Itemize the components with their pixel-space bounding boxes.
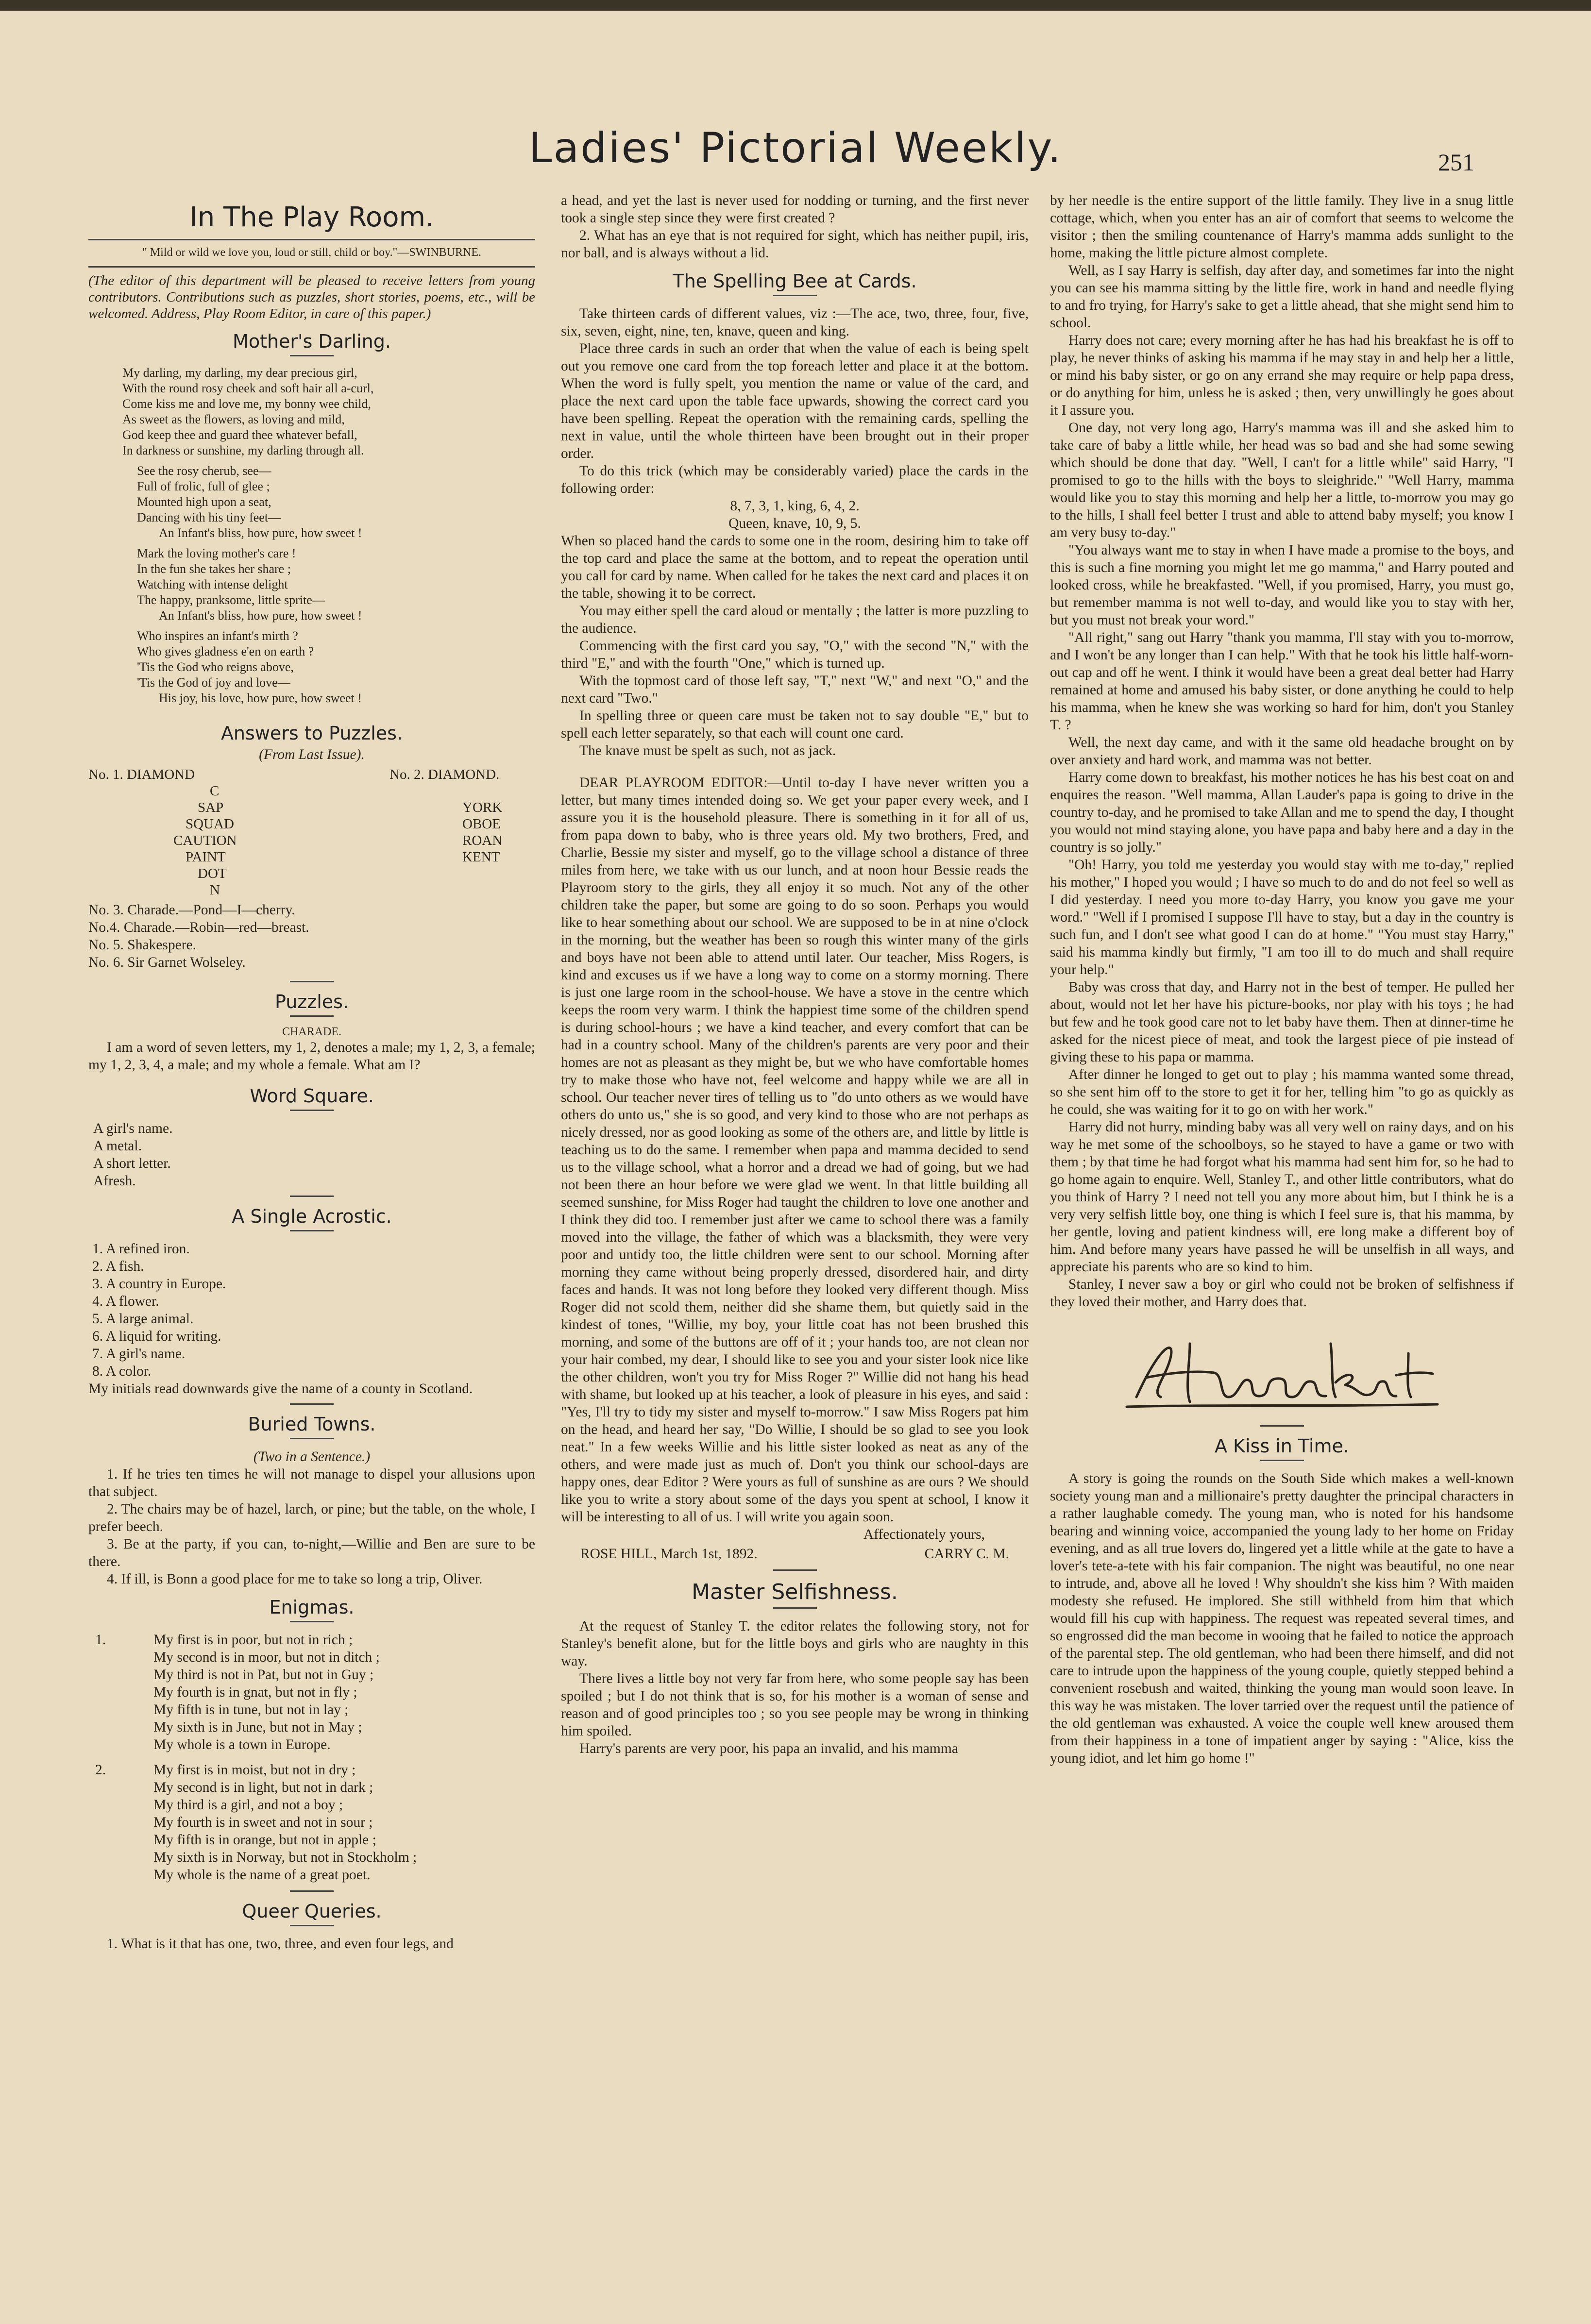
enigmas-title: Enigmas.: [269, 1597, 355, 1618]
queer-queries-title: Queer Queries.: [242, 1901, 382, 1922]
spelling-bee-body: [561, 305, 1029, 759]
card-order: 8, 7, 3, 1, king, 6, 4, 2.: [730, 498, 860, 514]
enigma-2: [88, 1761, 535, 1884]
divider: [1260, 1425, 1304, 1427]
divider: [290, 1015, 334, 1017]
epigraph: " Mild or wild we love you, loud or still, child or boy."—SWINBURNE.: [142, 246, 481, 259]
author-signature: [1050, 1324, 1514, 1416]
divider: [290, 1403, 334, 1405]
diamond-label: No. 2. DIAMOND.: [389, 767, 500, 782]
diamond-word: ROAN: [462, 833, 503, 848]
paragraph: Take thirteen cards of different values, viz :—The ace, two, three, four, five, six, seven, eight, nine, ten, knave, queen and king.: [561, 306, 1029, 339]
poem-line: An Infant's bliss, how pure, how sweet !: [159, 526, 362, 540]
column-3: [1050, 192, 1514, 1767]
diamond-word: CAUTION: [173, 833, 237, 848]
paragraph: Place three cards in such an order that when the value of each is being spelt out you remove one card from the top foreach letter and place it at the bottom. When the word is fully spelt, you mention the name or value of the card, and place the next card upon the table face upwards, showing the correct card you have been spelling. Repeat the operation with the remaining cards, spelling the next in value, until the whole thirteen have been brought out in their proper order.: [561, 341, 1029, 461]
divider: [773, 1607, 817, 1609]
poem-line: See the rosy cherub, see—: [137, 464, 271, 478]
diamond-word: C: [210, 783, 220, 799]
letter-body: DEAR PLAYROOM EDITOR:—Until to-day I have never written you a letter, but many times intended doing so. We get your paper every week, and I assure you it is the household pleasure. There is something in it for all of us, from papa down to baby, who is three years old. My two brothers, Fred, and Charlie, Bessie my sister and myself, go to the village school a distance of three miles from here, we take with us our lunch, and at noon hour Bessie reads the Playroom story to the girls, they all enjoy it so much. Not any of the other children take the paper, but some are going to do so soon. Perhaps you would like to hear something about our school. We are supposed to be in at nine o'clock in the morning, but the weather has been so rough this winter many of the girls and boys have not been able to attend until later. Our teacher, Miss Rogers, is kind and excuses us if we have a long way to come on a stormy morning. There is just one large room in the school-house. We have a stove in the centre which keeps the room very warm. I think the happiest time some of the children spend is during school-hours ; we have a kind teacher, and every comfort that can be had in a country school. Many of the children's parents are very poor and their homes are not as pleasant as they might be, but we who have comfortable homes try to make those who have not, feel welcome and happy while we are all in school. Our teacher never tires of telling us to "do unto others as we would have others do unto us," she is so good, and very kind to those who are not perhaps as nicely dressed, nor as good looking as some of the others are, and little by little is teaching us to do the same. I remember when papa and mamma decided to send us to the village school, what a horror and a dread we had of going, but we had not been there an hour before we were glad we went. In that little building all seemed sunshine, for Miss Roger had taught the children to love one another and I think they did too. I remember just after we came to school there was a family moved into the village, the father of which was a blacksmith, they were very poor and untidy too, the little children were sent to our school. Morning after morning they came without being properly dressed, disordered hair, and dirty faces and hands. It was not long before they looked very different though. Miss Roger did not scold them, neither did she shame them, but quietly said in the kindest of tones, "Willie, my boy, your little coat has not been brushed this morning, and some of the buttons are off of it ; your hands too, are not clean nor your hair combed, my dear, I should like to see you and your sister look nice like the other children, won't you try for Miss Roger ?" Willie did not hang his head with shame, but looked up at his teacher, a look of pleasure in his eyes, and said : "Yes, I'll try to tidy my sister and myself to-morrow." I saw Miss Rogers pat him on the head, and heard her say, "Do Willie, I should be so glad to see you look neat." In a few weeks Willie and his little sister looked as neat as any of the others, and were made just as much of. Don't you think our school-days are happy ones, dear Editor ? Were yours as full of sunshine as are ours ? We should like you to write a story about some of the days you spent at school, I know it will be interesting to all of us. I will write you again soon.: [561, 775, 1029, 1525]
divider: [88, 239, 535, 240]
paragraph: Harry come down to breakfast, his mother notices he has his best coat on and enquires the reason. "Well mamma, Allan Lauder's papa is going to drive in the country to-day, and he promised to take Allan and me to spend the day, I thought you would not mind staying alone, you have papa and baby here and a day in the country is so jolly.": [1050, 770, 1514, 855]
enigma-line: My fourth is in sweet and not in sour ;: [153, 1815, 373, 1830]
enigma-line: My whole is a town in Europe.: [153, 1737, 331, 1752]
paragraph: "Oh! Harry, you told me yesterday you would stay with me to-day," replied his mother," I hoped you would ; I have so much to do and do not feel so well as I did yesterday. I need you more to-day Harry, you know you gave me your word." "Well if I promised I suppose I'll have to stay, but a day in the country is such fun, and I don't see what good I can do at home." "You must stay Harry," said his mamma kindly but firmly, "I am too ill to do much and shall require your help.": [1050, 857, 1514, 977]
clue: A metal.: [93, 1138, 142, 1154]
divider: [290, 981, 334, 982]
selfishness-body: [561, 1617, 1029, 1757]
letter-closing: Affectionately yours,: [863, 1527, 985, 1542]
paragraph: You may either spell the card aloud or mentally ; the latter is more puzzling to the audience.: [561, 603, 1029, 636]
divider: [290, 355, 334, 356]
diamond-word: SQUAD: [186, 816, 234, 832]
poem-line: Who inspires an infant's mirth ?: [137, 629, 298, 643]
paragraph: "You always want me to stay in when I have made a promise to the boys, and this is such a fine morning you might let me go mamma," and Harry pouted and looked cross, while he breakfasted. "Well, if you promised, Harry, you must go, but remember mamma is not well to-day, and would like you to stay with her, but you must not break your word.": [1050, 542, 1514, 628]
poem-stanza: [88, 546, 535, 623]
enigma-line: My second is in light, but not in dark ;: [153, 1780, 373, 1795]
poem-title: Mother's Darling.: [233, 331, 391, 352]
selfishness-title: Master Selfishness.: [692, 1580, 898, 1604]
puzzles-title: Puzzles.: [274, 991, 349, 1012]
paragraph: To do this trick (which may be considerably varied) place the cards in the following order:: [561, 463, 1029, 496]
poem-stanza: [88, 365, 535, 458]
divider: [290, 1110, 334, 1111]
sentence: 2. The chairs may be of hazel, larch, or pine; but the table, on the whole, I prefer beech.: [88, 1501, 535, 1534]
page-top-edge: [0, 0, 1591, 11]
enigma-number: 2.: [95, 1762, 106, 1778]
enigma-line: My first is in poor, but not in rich ;: [153, 1632, 353, 1648]
diamond-2: [389, 766, 502, 898]
diamond-answers: [88, 766, 535, 898]
query-text: 2. What has an eye that is not required for sight, which has neither pupil, iris, nor ball, and is always without a lid.: [561, 228, 1029, 261]
sentence: 4. If ill, is Bonn a good place for me to take so long a trip, Oliver.: [107, 1571, 483, 1587]
word-square-title: Word Square.: [250, 1085, 374, 1107]
enigma-line: My second is in moor, but not in ditch ;: [153, 1650, 380, 1665]
reader-letter: [561, 774, 1029, 1563]
spelling-bee-title: The Spelling Bee at Cards.: [673, 270, 917, 292]
answer-item: No. 3. Charade.—Pond—I—cherry.: [88, 902, 295, 918]
paragraph: In spelling three or queen care must be taken not to say double "E," but to spell each letter separately, so that each will count one card.: [561, 708, 1029, 741]
paragraph: Commencing with the first card you say, "O," with the second "N," with the third "E," and with the fourth "One," which is turned up.: [561, 638, 1029, 671]
paragraph: Harry's parents are very poor, his papa an invalid, and his mamma: [579, 1741, 958, 1756]
signature-image: [1117, 1324, 1447, 1416]
paragraph: With the topmost card of those left say, "T," next "W," and next "O," and the next card "Two.": [561, 673, 1029, 706]
poem-line: In darkness or sunshine, my darling through all.: [122, 443, 364, 457]
clue: 2. A fish.: [92, 1259, 144, 1274]
enigma-line: My third is a girl, and not a boy ;: [153, 1797, 343, 1813]
poem-line: God keep thee and guard thee whatever befall,: [122, 428, 357, 442]
clue: 8. A color.: [92, 1364, 152, 1379]
paragraph: After dinner he longed to get out to play ; his mamma wanted some thread, so she sent him off to the store to get it for her, telling him "to go as quickly as he could, she was waiting for it to go on with her work.": [1050, 1067, 1514, 1117]
enigma-line: My fifth is in orange, but not in apple ;: [153, 1832, 376, 1848]
acrostic-footer: My initials read downwards give the name of a county in Scotland.: [88, 1381, 473, 1397]
divider: [290, 1890, 334, 1892]
sentence: 1. If he tries ten times he will not manage to dispel your allusions upon that subject.: [88, 1466, 535, 1499]
diamond-word: PAINT: [186, 849, 226, 865]
sentence: 3. Be at the party, if you can, to-night,—Willie and Ben are sure to be there.: [88, 1536, 535, 1569]
paragraph: by her needle is the entire support of the little family. They live in a snug little cottage, which, when you enter has an air of comfort that seems to welcome the visitor ; then the smiling countenance of Harry's mamma adds sunlight to the home, making the little picture almost complete.: [1050, 193, 1514, 261]
poem: [88, 365, 535, 706]
divider: [290, 1438, 334, 1439]
paragraph: Well, as I say Harry is selfish, day after day, and sometimes far into the night you can see his mamma sitting by the little fire, work in hand and needle flying to and fro trying, for Harry's sake to get a little ahead, that she might send him to school.: [1050, 263, 1514, 331]
acrostic-title: A Single Acrostic.: [232, 1206, 392, 1227]
clue: 7. A girl's name.: [92, 1346, 186, 1362]
word-square-list: [88, 1120, 535, 1190]
paragraph: There lives a little boy not very far from here, who some people say has been spoiled ; but I do not think that is so, for his mother is a woman of sense and reason and of good principles too ; so you see people may be wrong in thinking him spoiled.: [561, 1671, 1029, 1739]
query-text: 1. What is it that has one, two, three, and even four legs, and: [107, 1936, 454, 1952]
kiss-in-time-body: A story is going the rounds on the South Side which makes a well-known society young man and a millionaire's pretty daughter the principal characters in a rather laughable comedy. The young man, who is noted for his handsome bearing and winning voice, accompanied the young lady to her home on Friday evening, and as all true lovers do, lingered yet a little while at the gate to have a lover's tete-a-tete with his fair companion. The night was beautiful, no one near to intrude, and, above all he loved ! Why shouldn't she kiss him ? With maiden modesty she refused. He implored. She still withheld from him that which would fill his cup with happiness. The request was repeated several times, and so engrossed did the man become in wooing that he failed to notice the approach of the parental step. The old gentleman, who had been there himself, and did not care to intrude upon the happiness of the young couple, quietly stepped behind a convenient rosebush and waited, thinking the young man would soon leave. In this way he was mistaken. The lover tarried over the request until the patience of the old gentleman was exhausted. A voice the couple well knew aroused them from their happiness in a tone of impatient anger by saying : "Alice, kiss the young idiot, and let him go home !": [1050, 1471, 1514, 1766]
diamond-word: KENT: [462, 849, 500, 865]
poem-line: Full of frolic, full of glee ;: [137, 479, 270, 493]
divider: [1260, 1460, 1304, 1461]
paragraph: Well, the next day came, and with it the same old headache brought on by over anxiety and hard work, and mamma was not better.: [1050, 735, 1514, 768]
charade-text: I am a word of seven letters, my 1, 2, denotes a male; my 1, 2, 3, a female; my 1, 2, 3, 4, a male; and my whole a female. What am I?: [88, 1040, 535, 1073]
clue: 6. A liquid for writing.: [92, 1329, 221, 1344]
card-order: Queen, knave, 10, 9, 5.: [728, 516, 861, 531]
poem-line: 'Tis the God of joy and love—: [137, 675, 290, 690]
divider: [773, 1569, 817, 1571]
enigma-1: [88, 1631, 535, 1753]
clue: 3. A country in Europe.: [92, 1276, 226, 1292]
enigma-lines: [153, 1761, 417, 1884]
acrostic-list: [88, 1240, 535, 1380]
answer-item: No. 5. Shakespere.: [88, 937, 197, 953]
poem-line: My darling, my darling, my dear precious girl,: [122, 366, 357, 380]
poem-line: In the fun she takes her share ;: [137, 562, 291, 576]
paragraph: At the request of Stanley T. the editor relates the following story, not for Stanley's benefit alone, but for the little boys and girls who are naughty in this way.: [561, 1618, 1029, 1669]
clue: 5. A large animal.: [92, 1311, 194, 1327]
poem-line: As sweet as the flowers, as loving and mild,: [122, 412, 345, 426]
poem-line: Who gives gladness e'en on earth ?: [137, 644, 314, 658]
paragraph: Harry does not care; every morning after he has had his breakfast he is off to play, he never thinks of asking his mamma if he may stay in and help her a little, or mind his baby sister, or go on any errand she may require or help papa dress, or do anything for him, unless he is asked ; then, very unwillingly he goes about it I assure you.: [1050, 333, 1514, 418]
divider: [290, 1925, 334, 1926]
answers-title: Answers to Puzzles.: [220, 723, 403, 744]
diamond-word: DOT: [198, 866, 227, 881]
query-continuation: a head, and yet the last is never used for nodding or turning, and the first never took a single step since they were first created ?: [561, 193, 1029, 226]
paragraph: Baby was cross that day, and Harry not in the best of temper. He pulled her about, would not let her have his picture-books, nor play with his toys ; he had but few and he took good care not to let baby have them. Then at dinner-time he asked for the nicest piece of meat, and took the largest piece of pie instead of giving these to his papa or mamma.: [1050, 979, 1514, 1065]
poem-line: Come kiss me and love me, my bonny wee child,: [122, 397, 371, 411]
buried-towns-subtitle: (Two in a Sentence.): [253, 1449, 371, 1465]
poem-line: The happy, pranksome, little sprite—: [137, 593, 325, 607]
diamond-1: [88, 766, 389, 898]
poem-line: With the round rosy cheek and soft hair all a-curl,: [122, 381, 374, 395]
poem-stanza: [88, 628, 535, 706]
answers-list: [88, 901, 535, 971]
divider: [290, 1196, 334, 1197]
divider: [88, 266, 535, 268]
clue: A short letter.: [93, 1156, 171, 1171]
letter-place: ROSE HILL, March 1st, 1892.: [580, 1546, 758, 1562]
column-1: [88, 192, 535, 1953]
poem-line: Mark the loving mother's care !: [137, 546, 296, 560]
clue: 1. A refined iron.: [92, 1241, 190, 1257]
clue: Afresh.: [93, 1173, 136, 1189]
answer-item: No. 6. Sir Garnet Wolseley.: [88, 955, 246, 970]
poem-line: Mounted high upon a seat,: [137, 495, 271, 509]
paragraph: The knave must be spelt as such, not as jack.: [579, 743, 836, 758]
enigma-line: My third is not in Pat, but not in Guy ;: [153, 1667, 374, 1683]
poem-line: Watching with intense delight: [137, 577, 288, 591]
diamond-label: No. 1. DIAMOND: [88, 767, 195, 782]
divider: [290, 1621, 334, 1622]
paragraph: One day, not very long ago, Harry's mamma was ill and she asked him to take care of baby a little while, her head was so bad and she had some sewing which should be done that day. "Well, I can't for a little while" said Harry, "I promised to go to the hills with the boys to sleighride." "Well Harry, mamma would like you to stay this morning and help her a little, to-morrow you may go to the hills, I shall feel better I trust and able to attend baby myself; you know I am very busy to-day.": [1050, 420, 1514, 540]
letter-signature-row: [561, 1543, 1029, 1563]
column-2: [561, 192, 1029, 1757]
poem-line: His joy, his love, how pure, how sweet !: [159, 691, 362, 705]
enigma-line: My fifth is in tune, but not in lay ;: [153, 1702, 349, 1718]
diamond-word: SAP: [198, 800, 224, 815]
page-number: 251: [1438, 149, 1474, 176]
enigma-number: 1.: [95, 1632, 106, 1648]
enigma-line: My fourth is in gnat, but not in fly ;: [153, 1684, 357, 1700]
poem-stanza: [88, 463, 535, 541]
clue: 4. A flower.: [92, 1294, 159, 1309]
letter-signer: CARRY C. M.: [924, 1546, 1009, 1562]
poem-line: Dancing with his tiny feet—: [137, 510, 281, 524]
paragraph: "All right," sang out Harry "thank you mamma, I'll stay with you to-morrow, and I won't be any longer than I can help." With that he took his little half-worn-out cap and off he went. I think it would have been a great deal better had Harry remained at home and amused his baby sister, or done anything he could to help his mamma, when he knew she was working so hard for him, don't you Stanley T. ?: [1050, 630, 1514, 733]
enigma-line: My whole is the name of a great poet.: [153, 1867, 371, 1883]
enigma-line: My sixth is in June, but not in May ;: [153, 1719, 362, 1735]
diamond-word: N: [210, 882, 220, 898]
answer-item: No.4. Charade.—Robin—red—breast.: [88, 920, 309, 935]
paragraph: Harry did not hurry, minding baby was all very well on rainy days, and on his way he met some of the schoolboys, so he stayed to have a game or two with them ; by that time he had forgot what his mamma had sent him for, so he had to go home again to enquire. Well, Stanley T., and other little contributors, what do you think of Harry ? I need not tell you any more about him, but I think he is a very very selfish little boy, one thing is which I feel sure is, that his mamma, by her gentle, loving and patient kindness will, ere long make a different boy of him. And before many years have passed he will be unselfish in all ways, and appreciate his parents who are so kind to him.: [1050, 1119, 1514, 1275]
poem-line: An Infant's bliss, how pure, how sweet !: [159, 608, 362, 623]
paragraph: Stanley, I never saw a boy or girl who could not be broken of selfishness if they loved their mother, and Harry does that.: [1050, 1277, 1514, 1310]
section-title-play-room: In The Play Room.: [189, 202, 434, 233]
answers-subtitle: (From Last Issue).: [259, 747, 365, 762]
kiss-in-time-title: A Kiss in Time.: [1214, 1435, 1350, 1457]
buried-towns-title: Buried Towns.: [248, 1414, 376, 1435]
paragraph: When so placed hand the cards to some one in the room, desiring him to take off the top card and place the same at the bottom, and to repeat the operation until you call for card by name. When called for he takes the next card and places it on the table, showing it to be correct.: [561, 533, 1029, 601]
diamond-word: OBOE: [462, 816, 501, 832]
poem-line: 'Tis the God who reigns above,: [137, 660, 294, 674]
enigma-line: My first is in moist, but not in dry ;: [153, 1762, 356, 1778]
buried-towns-list: [88, 1465, 535, 1588]
clue: A girl's name.: [93, 1121, 173, 1136]
masthead: Ladies' Pictorial Weekly.: [528, 124, 1063, 172]
editor-note: (The editor of this department will be pleased to receive letters from young contributors. Contributions such as puzzles, short stories, poems, etc., will be welcomed. Address, Play Room Editor, in care of this paper.): [88, 273, 535, 321]
charade-label: CHARADE.: [282, 1026, 341, 1038]
enigma-lines: [153, 1631, 380, 1753]
diamond-word: YORK: [462, 800, 503, 815]
selfishness-continued: [1050, 192, 1514, 1311]
divider: [773, 295, 817, 296]
enigma-line: My sixth is in Norway, but not in Stockholm ;: [153, 1850, 417, 1865]
divider: [290, 1230, 334, 1231]
